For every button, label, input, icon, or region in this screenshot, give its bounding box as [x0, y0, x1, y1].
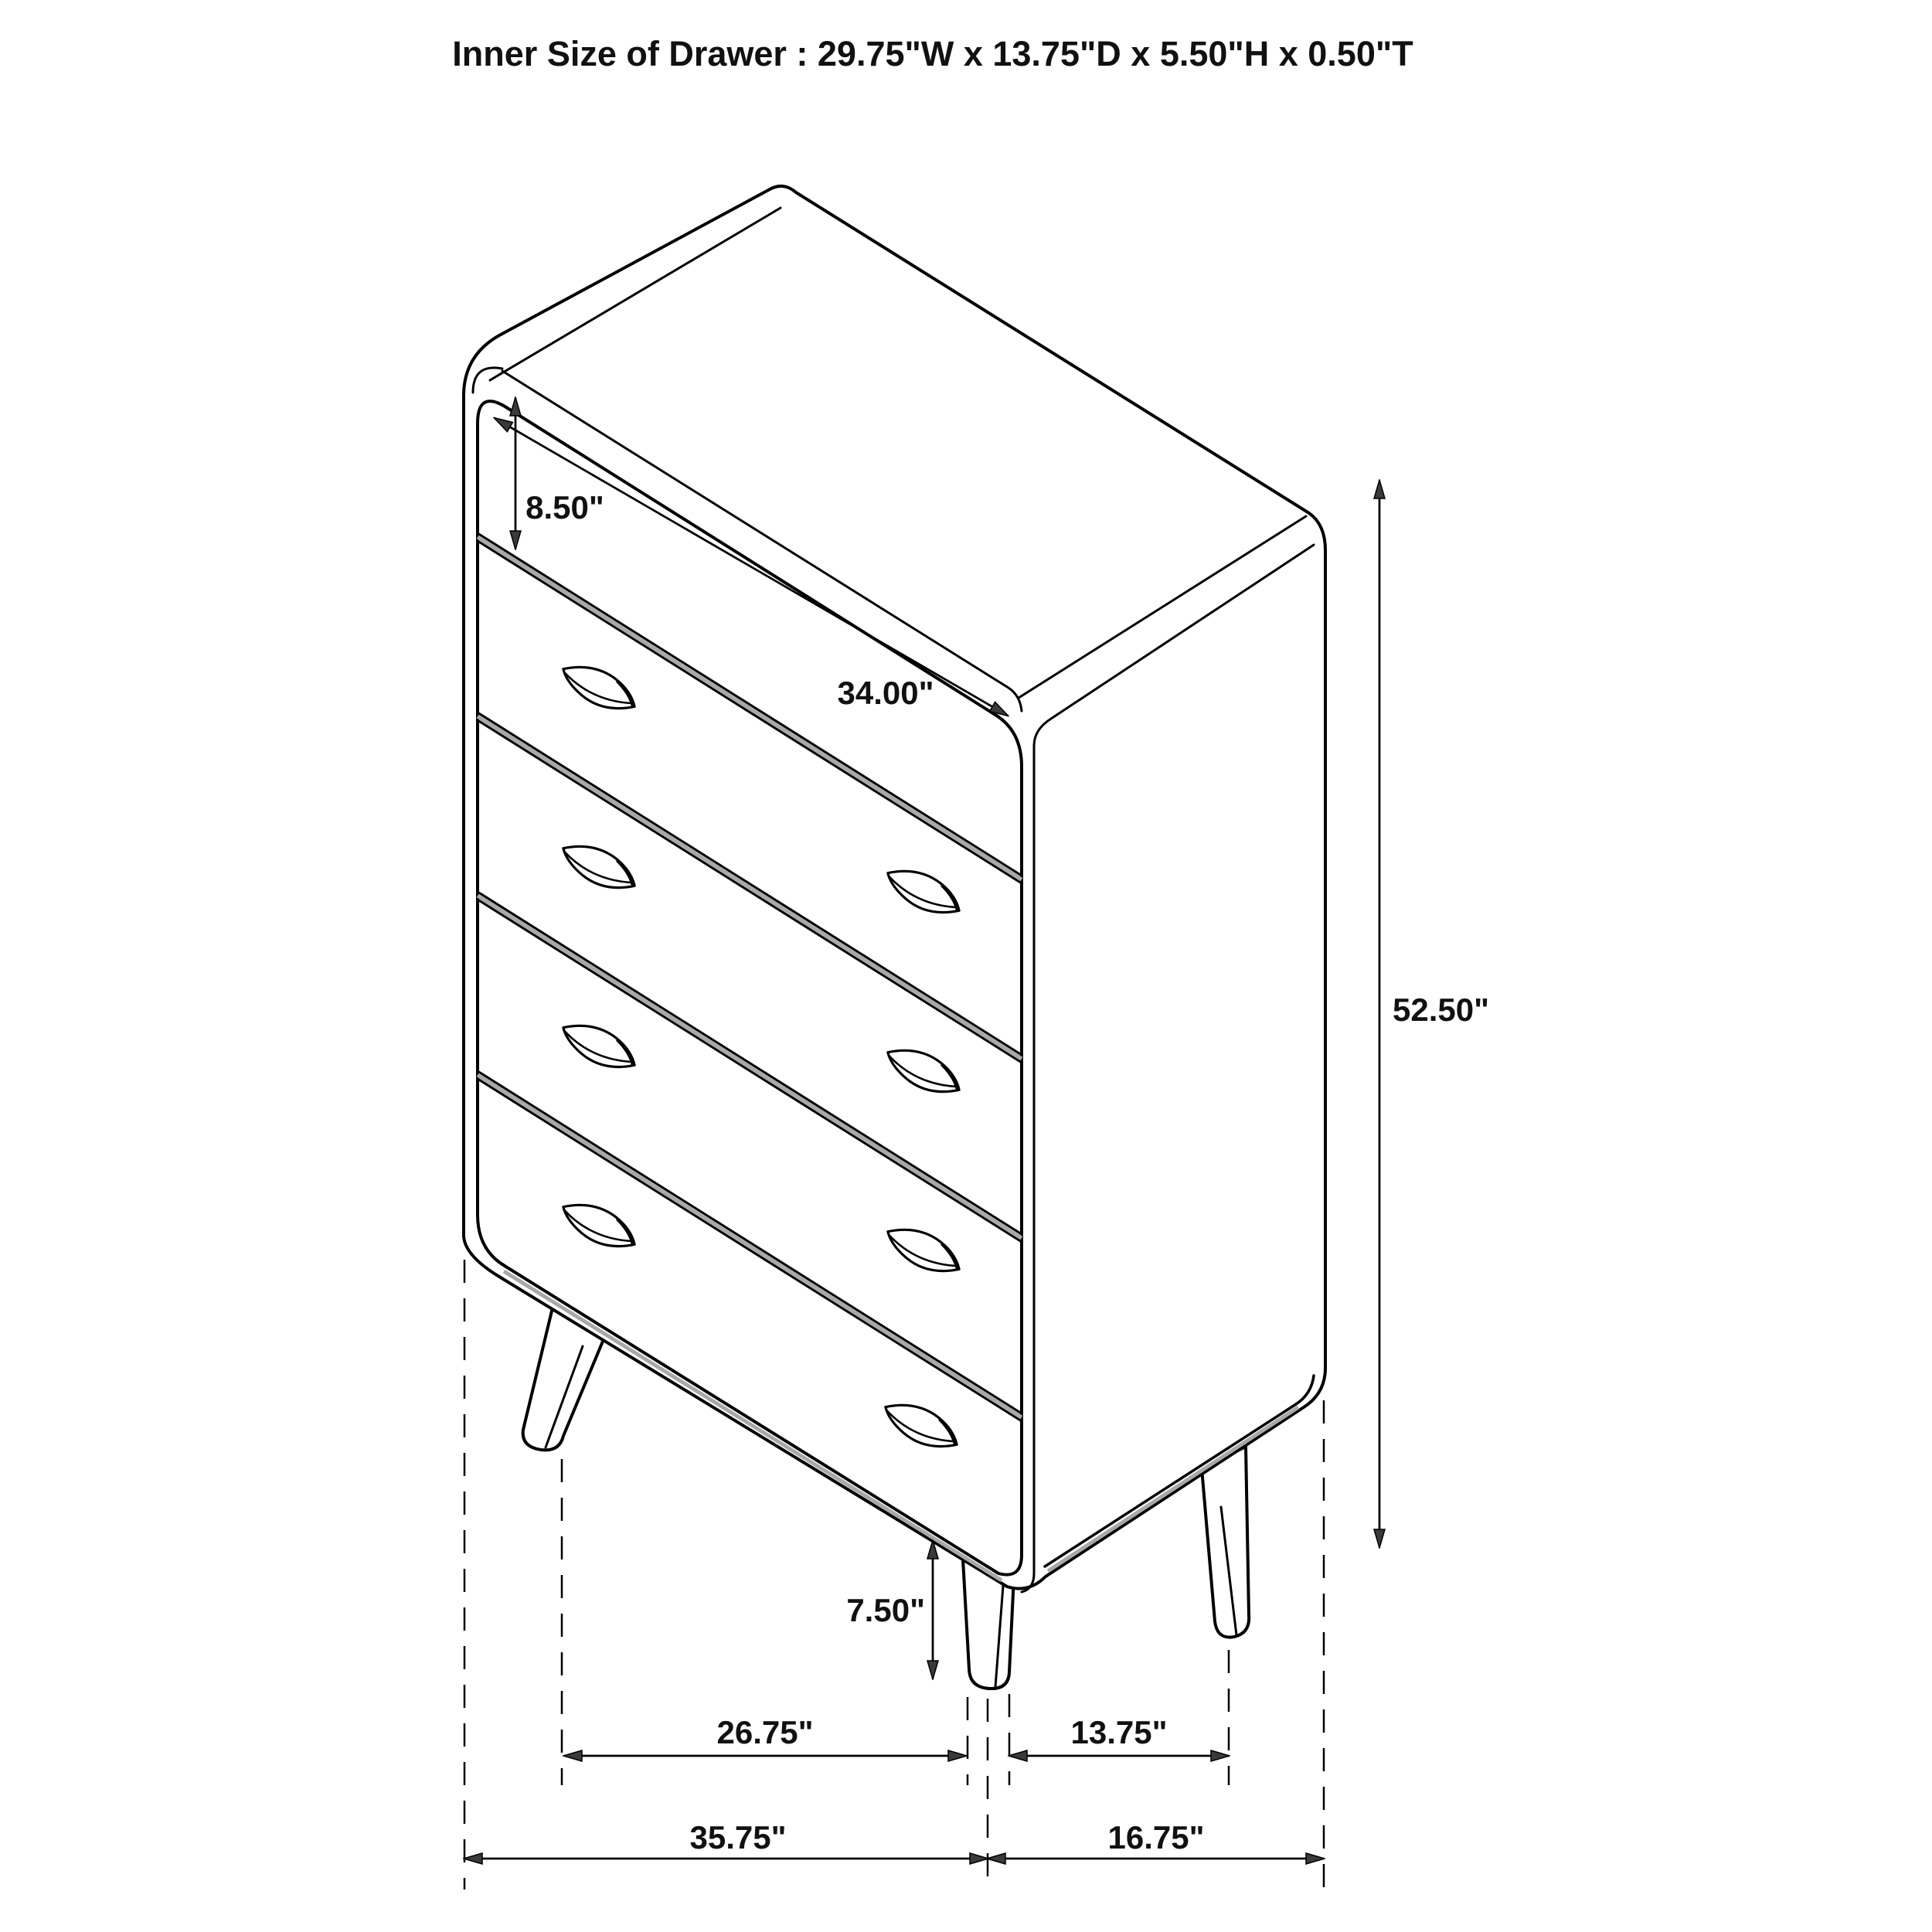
- dim-label-overall-depth: 16.75": [1107, 1819, 1205, 1855]
- dim-label-overall-height: 52.50": [1393, 992, 1490, 1028]
- dim-label-overall-width: 35.75": [689, 1819, 787, 1855]
- dim-label-side-feet-span: 13.75": [1070, 1714, 1168, 1750]
- dim-label-cabinet-width: 34.00": [837, 675, 934, 711]
- dim-label-front-feet-span: 26.75": [716, 1714, 814, 1750]
- dim-label-top-drawer-height: 8.50": [526, 489, 604, 526]
- diagram-title: Inner Size of Drawer : 29.75"W x 13.75"D x 5.50"H x 0.50"T: [452, 34, 1413, 73]
- dim-label-leg-height: 7.50": [846, 1592, 925, 1628]
- cabinet-body-group: [464, 186, 1325, 1592]
